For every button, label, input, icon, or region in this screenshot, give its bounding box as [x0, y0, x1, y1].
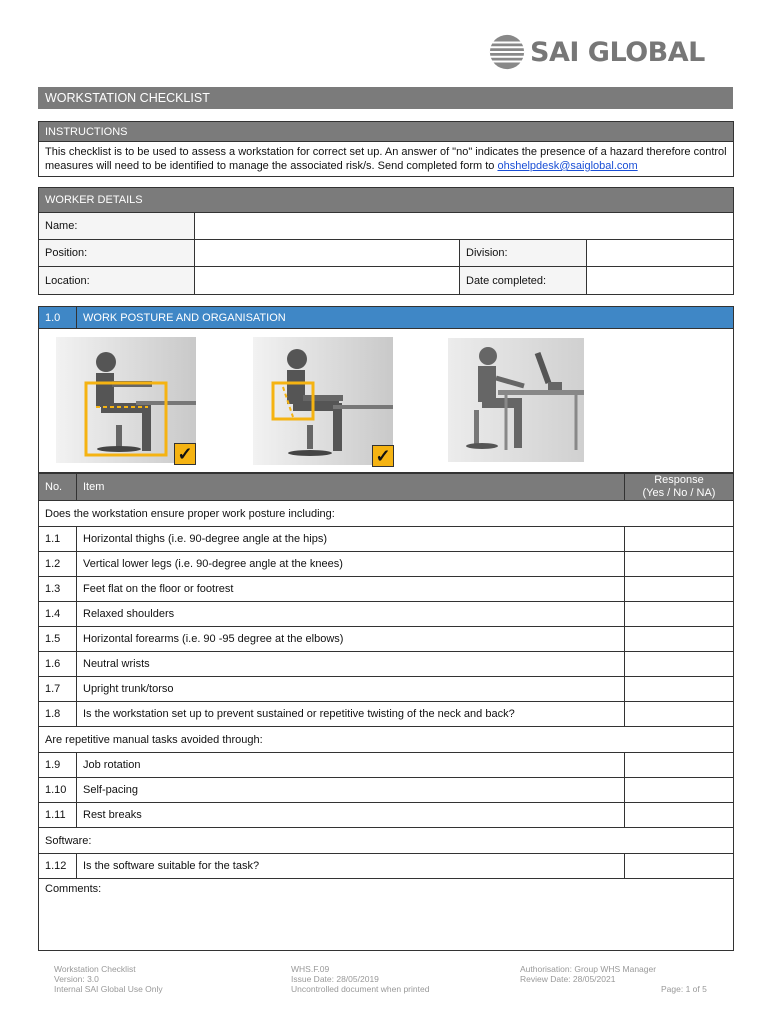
footer-issue-info — [291, 964, 429, 994]
item-number: 1.3 — [39, 577, 77, 602]
column-header-item: Item — [77, 474, 625, 501]
instructions-text — [39, 142, 733, 176]
response-header-line-2: (Yes / No / NA) — [642, 487, 716, 499]
section-work-posture — [38, 306, 734, 951]
item-text: Feet flat on the floor or footrest — [77, 577, 625, 602]
item-number: 1.1 — [39, 527, 77, 552]
item-text: Job rotation — [77, 753, 625, 778]
item-text: Is the workstation set up to prevent sustained or repetitive twisting of the neck and back? — [77, 702, 625, 727]
position-field[interactable] — [195, 240, 460, 267]
item-text: Rest breaks — [77, 803, 625, 828]
comments-field[interactable] — [39, 879, 734, 951]
location-field[interactable] — [195, 267, 460, 295]
item-number: 1.4 — [39, 602, 77, 627]
subheading-work-posture: Does the workstation ensure proper work posture including: — [39, 501, 734, 527]
name-field[interactable] — [195, 213, 734, 240]
instructions-box — [38, 121, 734, 177]
subheading-software: Software: — [39, 828, 734, 854]
worker-details-table — [38, 212, 734, 295]
posture-image-3 — [448, 338, 584, 462]
item-text: Upright trunk/torso — [77, 677, 625, 702]
division-label: Division: — [460, 240, 587, 267]
division-field[interactable] — [587, 240, 734, 267]
item-number: 1.12 — [39, 854, 77, 879]
worker-details-heading: WORKER DETAILS — [39, 188, 733, 213]
footer-version: Version: 3.0 — [54, 974, 99, 984]
response-field[interactable] — [625, 753, 734, 778]
footer-usage: Internal SAI Global Use Only — [54, 984, 163, 994]
instructions-body: This checklist is to be used to assess a workstation for correct set up. An answer of "no" indicates the presence of a hazard therefore control measures will need to be identified to manage the associated risk/s. Send completed form to — [45, 146, 727, 172]
checklist-table — [38, 473, 734, 951]
item-number: 1.5 — [39, 627, 77, 652]
response-field[interactable] — [625, 803, 734, 828]
name-label: Name: — [39, 213, 195, 240]
footer-authorisation: Authorisation: Group WHS Manager — [520, 964, 657, 974]
item-number: 1.11 — [39, 803, 77, 828]
item-text: Horizontal forearms (i.e. 90 -95 degree at the elbows) — [77, 627, 625, 652]
footer-review-date: Review Date: 28/05/2021 — [520, 974, 616, 984]
response-header-line-1: Response — [654, 474, 704, 486]
response-field[interactable] — [625, 627, 734, 652]
footer-page-number: Page: 1 of 5 — [661, 984, 707, 994]
position-label: Position: — [39, 240, 195, 267]
subheading-manual-tasks: Are repetitive manual tasks avoided through: — [39, 727, 734, 753]
response-field[interactable] — [625, 652, 734, 677]
response-field[interactable] — [625, 702, 734, 727]
section-title: WORK POSTURE AND ORGANISATION — [83, 312, 286, 324]
response-field[interactable] — [625, 602, 734, 627]
item-text: Relaxed shoulders — [77, 602, 625, 627]
item-number: 1.10 — [39, 778, 77, 803]
footer-doc-title: Workstation Checklist — [54, 964, 136, 974]
item-text: Vertical lower legs (i.e. 90-degree angle at the knees) — [77, 552, 625, 577]
column-header-response — [625, 474, 734, 501]
footer-control-note: Uncontrolled document when printed — [291, 984, 430, 994]
footer-authorisation-info — [520, 964, 656, 984]
comments-label: Comments: — [45, 883, 102, 895]
date-completed-label: Date completed: — [460, 267, 587, 295]
instructions-heading: INSTRUCTIONS — [39, 122, 733, 142]
posture-illustrations — [39, 329, 733, 473]
footer-issue-date: Issue Date: 28/05/2019 — [291, 974, 379, 984]
globe-icon — [488, 33, 526, 71]
helpdesk-email-link[interactable]: ohshelpdesk@saiglobal.com — [497, 160, 638, 172]
worker-details-box — [38, 187, 734, 295]
response-field[interactable] — [625, 677, 734, 702]
footer-document-info — [54, 964, 163, 994]
item-text: Horizontal thighs (i.e. 90-degree angle at the hips) — [77, 527, 625, 552]
item-text: Neutral wrists — [77, 652, 625, 677]
footer-doc-code: WHS.F.09 — [291, 964, 330, 974]
check-icon: ✓ — [372, 445, 394, 467]
response-field[interactable] — [625, 527, 734, 552]
item-number: 1.8 — [39, 702, 77, 727]
column-header-no: No. — [39, 474, 77, 501]
check-icon: ✓ — [174, 443, 196, 465]
item-text: Self-pacing — [77, 778, 625, 803]
item-number: 1.6 — [39, 652, 77, 677]
item-number: 1.7 — [39, 677, 77, 702]
date-completed-field[interactable] — [587, 267, 734, 295]
page-title: WORKSTATION CHECKLIST — [38, 87, 733, 109]
section-number: 1.0 — [39, 307, 77, 328]
logo-text: SAI GLOBAL — [530, 36, 705, 68]
response-field[interactable] — [625, 854, 734, 879]
location-label: Location: — [39, 267, 195, 295]
response-field[interactable] — [625, 552, 734, 577]
item-number: 1.2 — [39, 552, 77, 577]
section-header — [39, 307, 733, 329]
sai-global-logo — [488, 32, 734, 72]
item-text: Is the software suitable for the task? — [77, 854, 625, 879]
response-field[interactable] — [625, 778, 734, 803]
computer-workstation-illustration — [448, 338, 584, 462]
response-field[interactable] — [625, 577, 734, 602]
item-number: 1.9 — [39, 753, 77, 778]
